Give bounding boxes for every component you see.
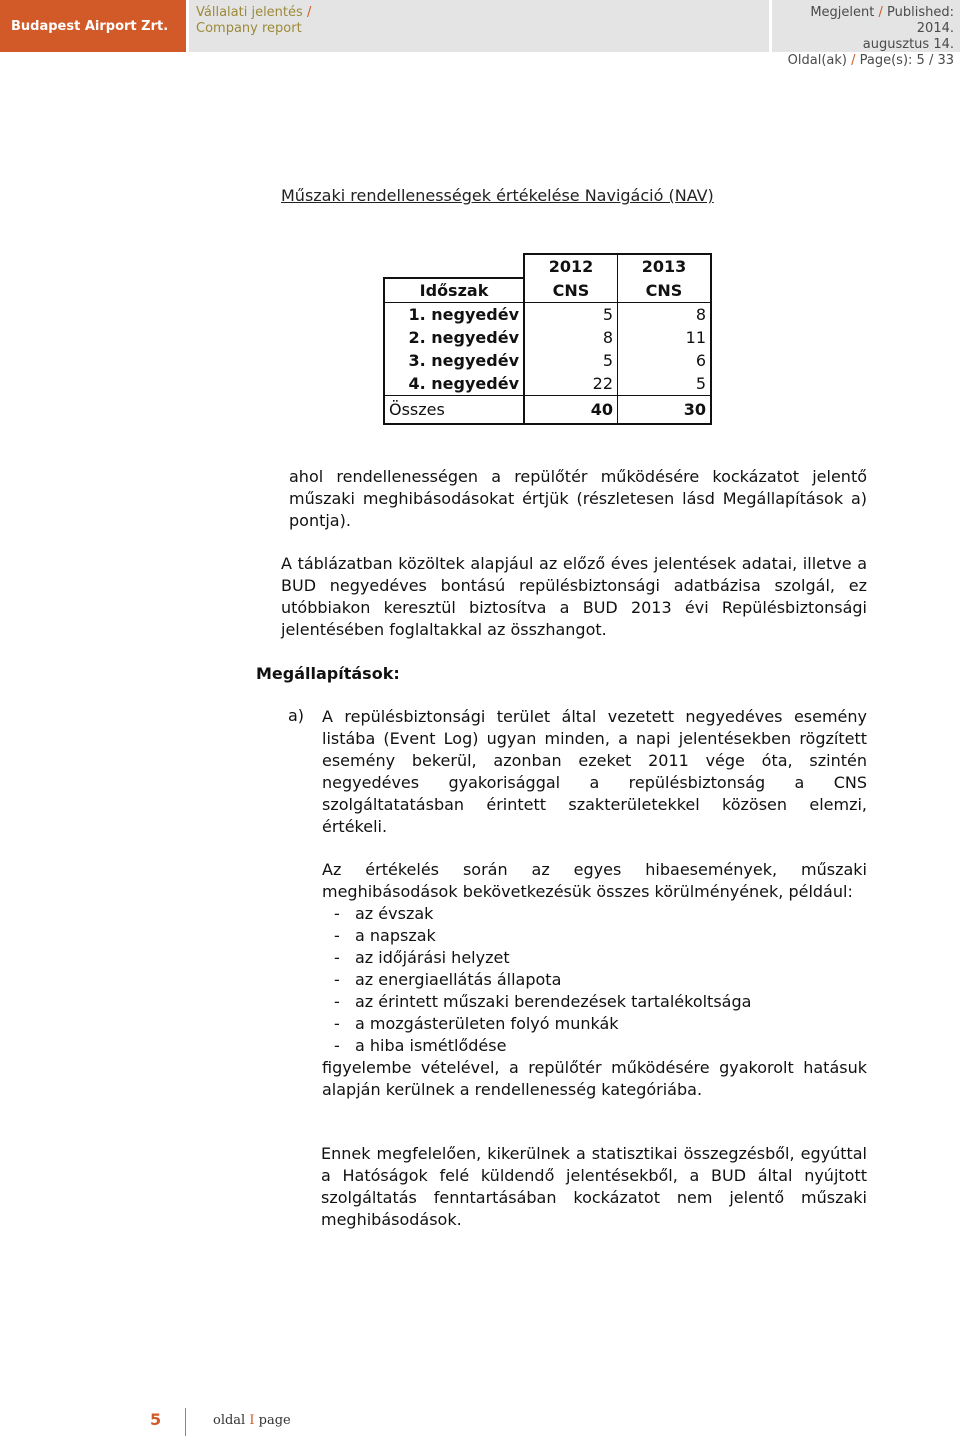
factor-list	[322, 903, 867, 1057]
nav-anomaly-table	[383, 253, 712, 425]
published-label-hu: Megjelent	[810, 5, 875, 20]
list-item: - a napszak	[334, 926, 436, 945]
company-name: Budapest Airport Zrt.	[0, 0, 186, 52]
period-header: Időszak	[384, 278, 524, 303]
published-label-en: Published: 2014.	[887, 5, 954, 36]
list-item: - a mozgásterületen folyó munkák	[334, 1014, 619, 1033]
list-item: - az energiaellátás állapota	[334, 970, 562, 989]
report-type-en: Company report	[196, 21, 302, 36]
section-title: Műszaki rendellenességek értékelése Navigáció (NAV)	[281, 186, 714, 205]
findings-heading: Megállapítások:	[256, 664, 400, 683]
service-header-2013: CNS	[618, 278, 712, 303]
published-date: augusztus 14.	[862, 37, 954, 52]
list-item: - az érintett műszaki berendezések tartalékoltsága	[334, 992, 752, 1011]
service-header-2012: CNS	[524, 278, 618, 303]
publication-info	[772, 0, 960, 68]
footer-page-label: oldal I page	[213, 1413, 291, 1428]
evaluation-outro: figyelembe vételével, a repülőtér működésére gyakorolt hatásuk alapján kerülnek a rendellenesség kategóriába.	[322, 1058, 867, 1099]
report-type	[189, 0, 769, 52]
year-header-2013: 2013	[618, 254, 712, 278]
footer-page-number: 5	[150, 1410, 162, 1429]
report-type-hu: Vállalati jelentés	[196, 5, 303, 20]
table-row: 3. negyedév 5 6	[384, 349, 711, 372]
list-item: - az időjárási helyzet	[334, 948, 510, 967]
item-a-text: A repülésbiztonsági terület által vezetett negyedéves esemény listába (Event Log) ugyan minden, a napi jelentésekben rögzített esemény bekerül, azonban ezeket 2011 vége óta, szintén negyedéves gyakorisággal a repülésbiztonság a CNS szolgáltatatásban érintett szakterületekkel közösen elemzi, értékeli.	[322, 707, 867, 836]
page-header	[0, 0, 960, 68]
year-header-2012: 2012	[524, 254, 618, 278]
report-type-sep: /	[306, 5, 312, 20]
conclusion-paragraph: Ennek megfelelően, kikerülnek a statisztikai összegzésből, egyúttal a Hatóságok felé küldendő jelentésekből, a BUD által nyújtott szolgáltatás fenntartásában kockázatot nem jelentő műszaki meghibásodások.	[321, 1144, 867, 1229]
page-label-hu: Oldal(ak)	[787, 53, 847, 68]
published-sep: /	[878, 5, 883, 20]
definition-paragraph: ahol rendellenességen a repülőtér működésére kockázatot jelentő műszaki meghibásodásokat értjük (részletesen lásd Megállapítások a) pontja).	[289, 467, 867, 530]
table-row: 2. negyedév 8 11	[384, 326, 711, 349]
list-item: - az évszak	[334, 904, 434, 923]
evaluation-intro: Az értékelés során az egyes hibaesemények, műszaki meghibásodások bekövetkezésük összes körülményének, például:	[322, 860, 867, 901]
item-a-marker: a)	[288, 706, 305, 725]
footer-divider	[185, 1408, 186, 1436]
table-row: 1. negyedév 5 8	[384, 303, 711, 327]
list-item: - a hiba ismétlődése	[334, 1036, 507, 1055]
page-sep: /	[851, 53, 856, 68]
table-row: 4. negyedév 22 5	[384, 372, 711, 396]
page-label-en: Page(s): 5 / 33	[859, 53, 954, 68]
table-total-row: Összes 40 30	[384, 396, 711, 425]
evaluation-block	[322, 859, 867, 1101]
source-paragraph: A táblázatban közöltek alapjául az előző éves jelentések adatai, illetve a BUD negyedéves bontású repülésbiztonsági adatbázisa szolgál, ez utóbbiakon keresztül biztosítva a BUD 2013 évi Repülésbiztonsági jelentésében foglaltakkal az összhangot.	[281, 554, 867, 639]
